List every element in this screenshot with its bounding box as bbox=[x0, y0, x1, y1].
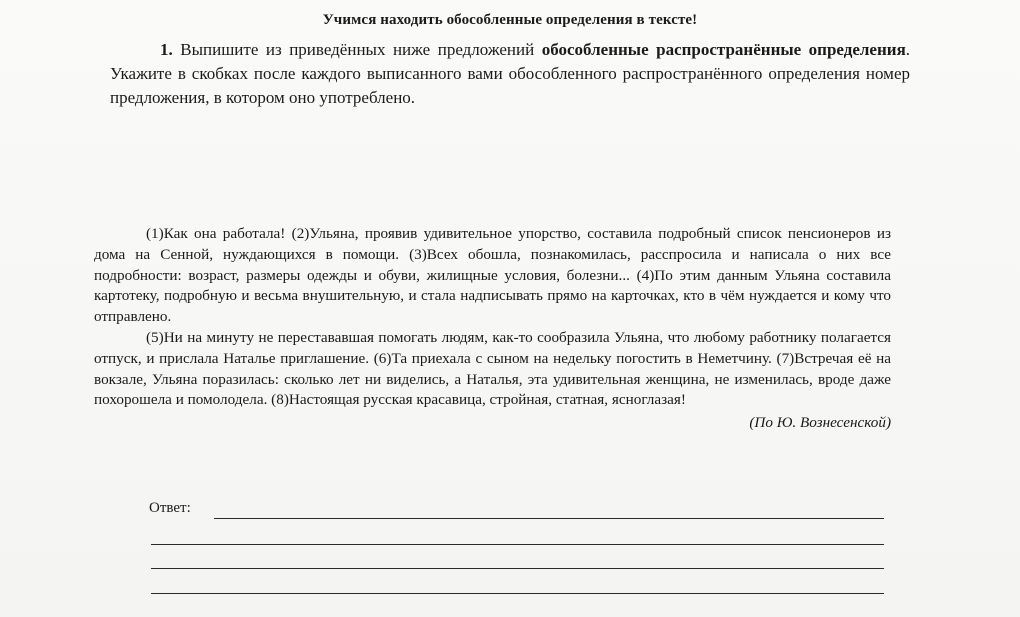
task-number: 1. bbox=[160, 40, 173, 59]
answer-line-2[interactable] bbox=[151, 544, 884, 545]
answer-line-3[interactable] bbox=[151, 568, 884, 569]
text-author: (По Ю. Вознесенской) bbox=[749, 414, 891, 432]
source-text bbox=[94, 224, 891, 434]
text-paragraph-2: (5)Ни на минуту не перестававшая помогать людям, как-то сообразила Ульяна, что любому работнику полагается отпуск, и прислала Наталье приглашение. (6)Та приехала с сыном на недельку погостить в Неметчину. (7)Встречая её на вокзале, Ульяна поразилась: сколько лет ни виделись, а Наталья, эта удивительная женщина, не изменилась, вроде даже похорошела и помолодела. (8)Настоящая русская красавица, стройная, статная, ясноглазая! bbox=[94, 328, 891, 409]
answer-line-1[interactable] bbox=[214, 518, 884, 519]
answer-line-4[interactable] bbox=[151, 593, 884, 594]
text-paragraph-1: (1)Как она работала! (2)Ульяна, проявив удивительное упорство, составила подробный список пенсионеров из дома на Сенной, нуждающихся в помощи. (3)Всех обошла, познакомилась, расспросила и написала о них все подробности: возраст, размеры одежды и обуви, жилищные условия, болезни... (4)По этим данным Ульяна составила картотеку, подробную и весьма внушительную, и стала надписывать прямо на карточках, кто в чём нуждается и кому что отправлено. bbox=[94, 225, 891, 326]
worksheet-title: Учимся находить обособленные определения в тексте! bbox=[322, 12, 698, 28]
task-text-bold: обособленные распространённые определения bbox=[541, 40, 906, 59]
task-text-part2: . Укажите в скобках после каждого выписанного вами обособленного распространённого определения номер предложения, в котором оно употреблено. bbox=[110, 40, 911, 107]
answer-label: Ответ: bbox=[149, 500, 191, 516]
task-text-part1: Выпишите из приведённых ниже предложений bbox=[180, 40, 535, 59]
task-instructions bbox=[110, 38, 910, 110]
